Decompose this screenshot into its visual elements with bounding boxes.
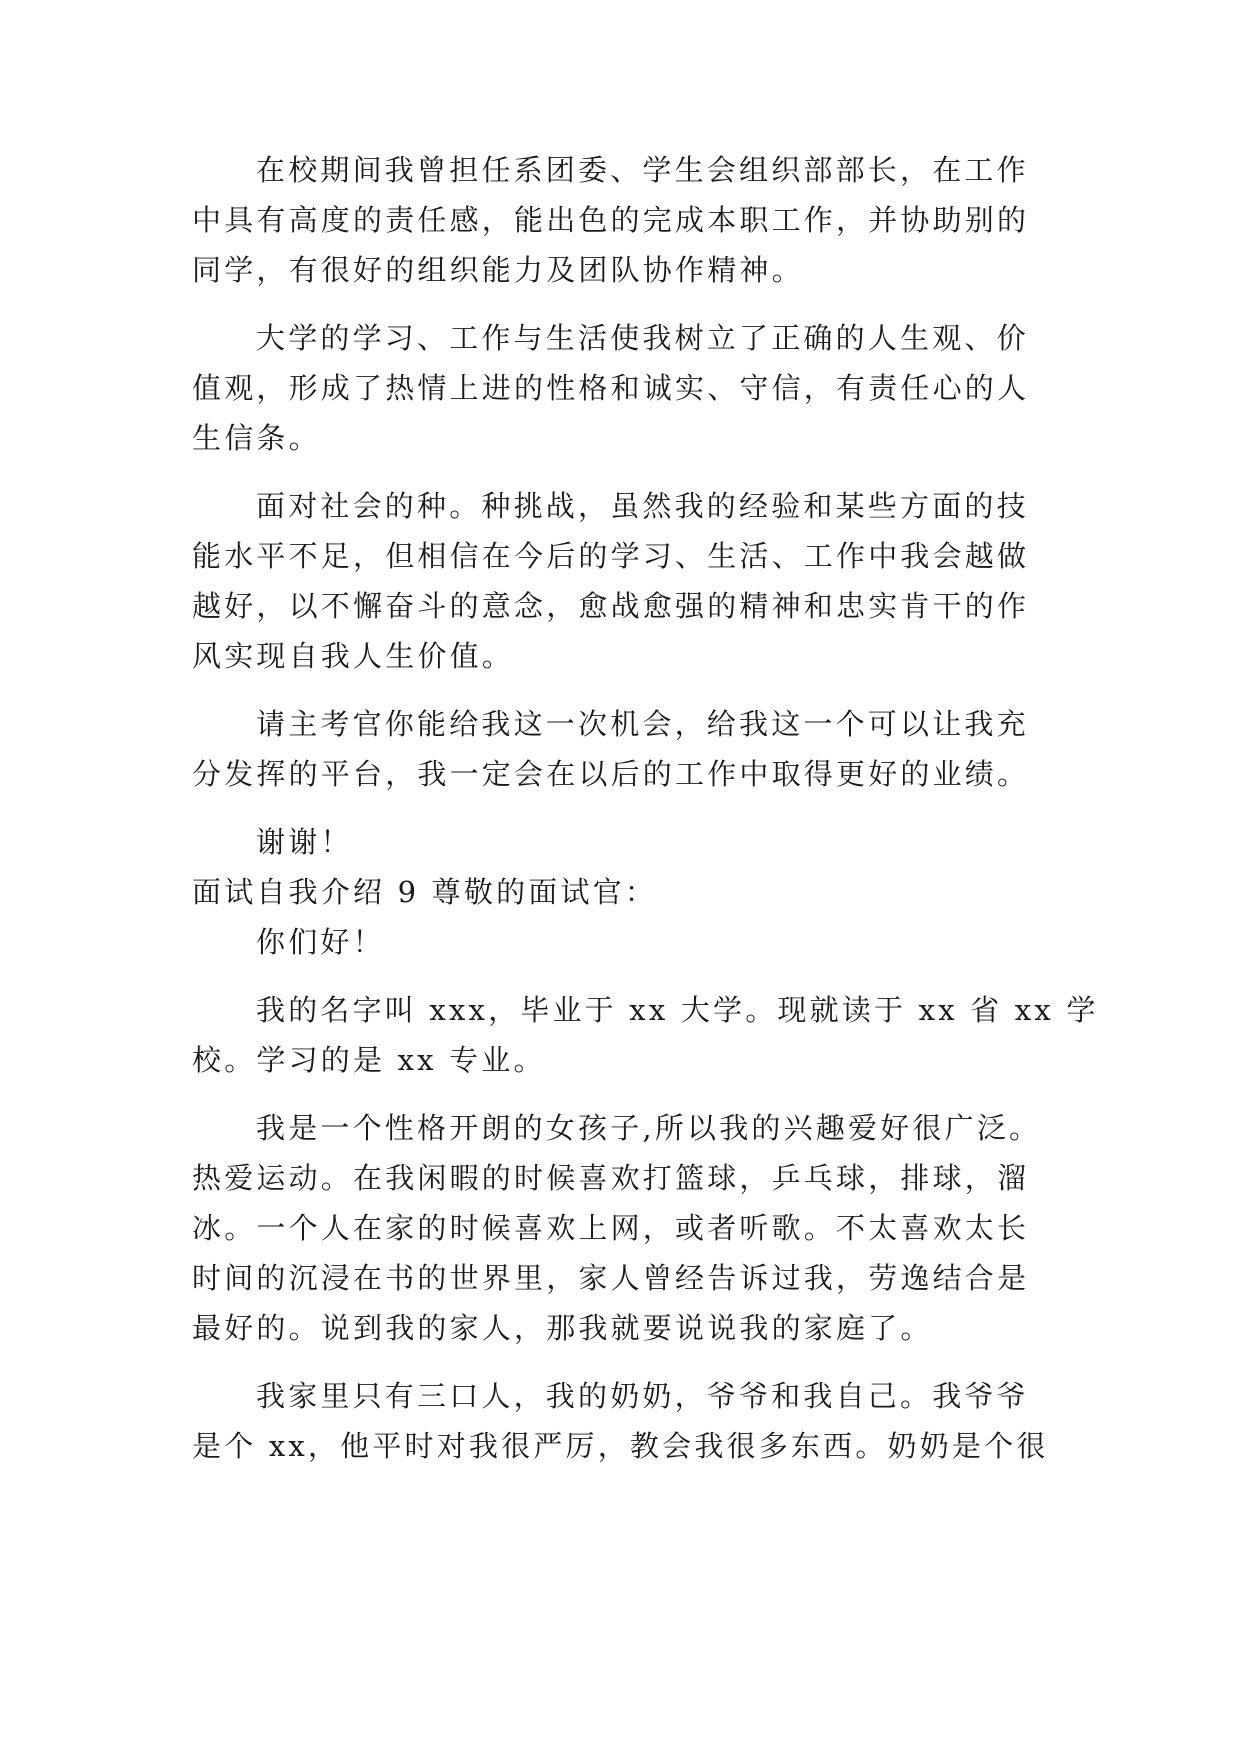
text-line: 分发挥的平台，我一定会在以后的工作中取得更好的业绩。 xyxy=(192,757,1030,791)
text-line: 是个 xx，他平时对我很严厉，教会我很多东西。奶奶是个很 xyxy=(192,1429,1049,1463)
text-line: 最好的。说到我的家人，那我就要说说我的家庭了。 xyxy=(192,1311,933,1345)
text-line: 大学的学习、工作与生活使我树立了正确的人生观、价 xyxy=(256,321,1029,355)
text-line: 中具有高度的责任感，能出色的完成本职工作，并协助别的 xyxy=(192,203,1030,237)
text-line: 面对社会的种。种挑战，虽然我的经验和某些方面的技 xyxy=(256,489,1029,523)
text-line: 我的名字叫 xxx，毕业于 xx 大学。现就读于 xx 省 xx 学 xyxy=(256,993,1099,1027)
text-line: 你们好！ xyxy=(256,925,385,959)
text-line: 请主考官你能给我这一次机会，给我这一个可以让我充 xyxy=(256,707,1029,741)
text-line: 我家里只有三口人，我的奶奶，爷爷和我自己。我爷爷 xyxy=(256,1379,1029,1413)
text-line: 冰。一个人在家的时候喜欢上网，或者听歌。不太喜欢太长 xyxy=(192,1211,1030,1245)
text-line: 热爱运动。在我闲暇的时候喜欢打篮球，乒乓球，排球，溜 xyxy=(192,1161,1030,1195)
section-heading: 面试自我介绍 9 尊敬的面试官： xyxy=(192,875,658,909)
text-line: 时间的沉浸在书的世界里，家人曾经告诉过我，劳逸结合是 xyxy=(192,1261,1030,1295)
text-line: 风实现自我人生价值。 xyxy=(192,639,515,673)
text-line: 越好，以不懈奋斗的意念，愈战愈强的精神和忠实肯干的作 xyxy=(192,589,1030,623)
text-line: 生信条。 xyxy=(192,421,321,455)
text-line: 在校期间我曾担任系团委、学生会组织部部长，在工作 xyxy=(256,153,1029,187)
text-line: 我是一个性格开朗的女孩子,所以我的兴趣爱好很广泛。 xyxy=(256,1111,1042,1145)
text-line: 校。学习的是 xx 专业。 xyxy=(192,1043,546,1077)
text-line: 值观，形成了热情上进的性格和诚实、守信，有责任心的人 xyxy=(192,371,1030,405)
text-line: 谢谢！ xyxy=(256,825,353,859)
text-line: 能水平不足，但相信在今后的学习、生活、工作中我会越做 xyxy=(192,539,1030,573)
text-line: 同学，有很好的组织能力及团队协作精神。 xyxy=(192,253,804,287)
